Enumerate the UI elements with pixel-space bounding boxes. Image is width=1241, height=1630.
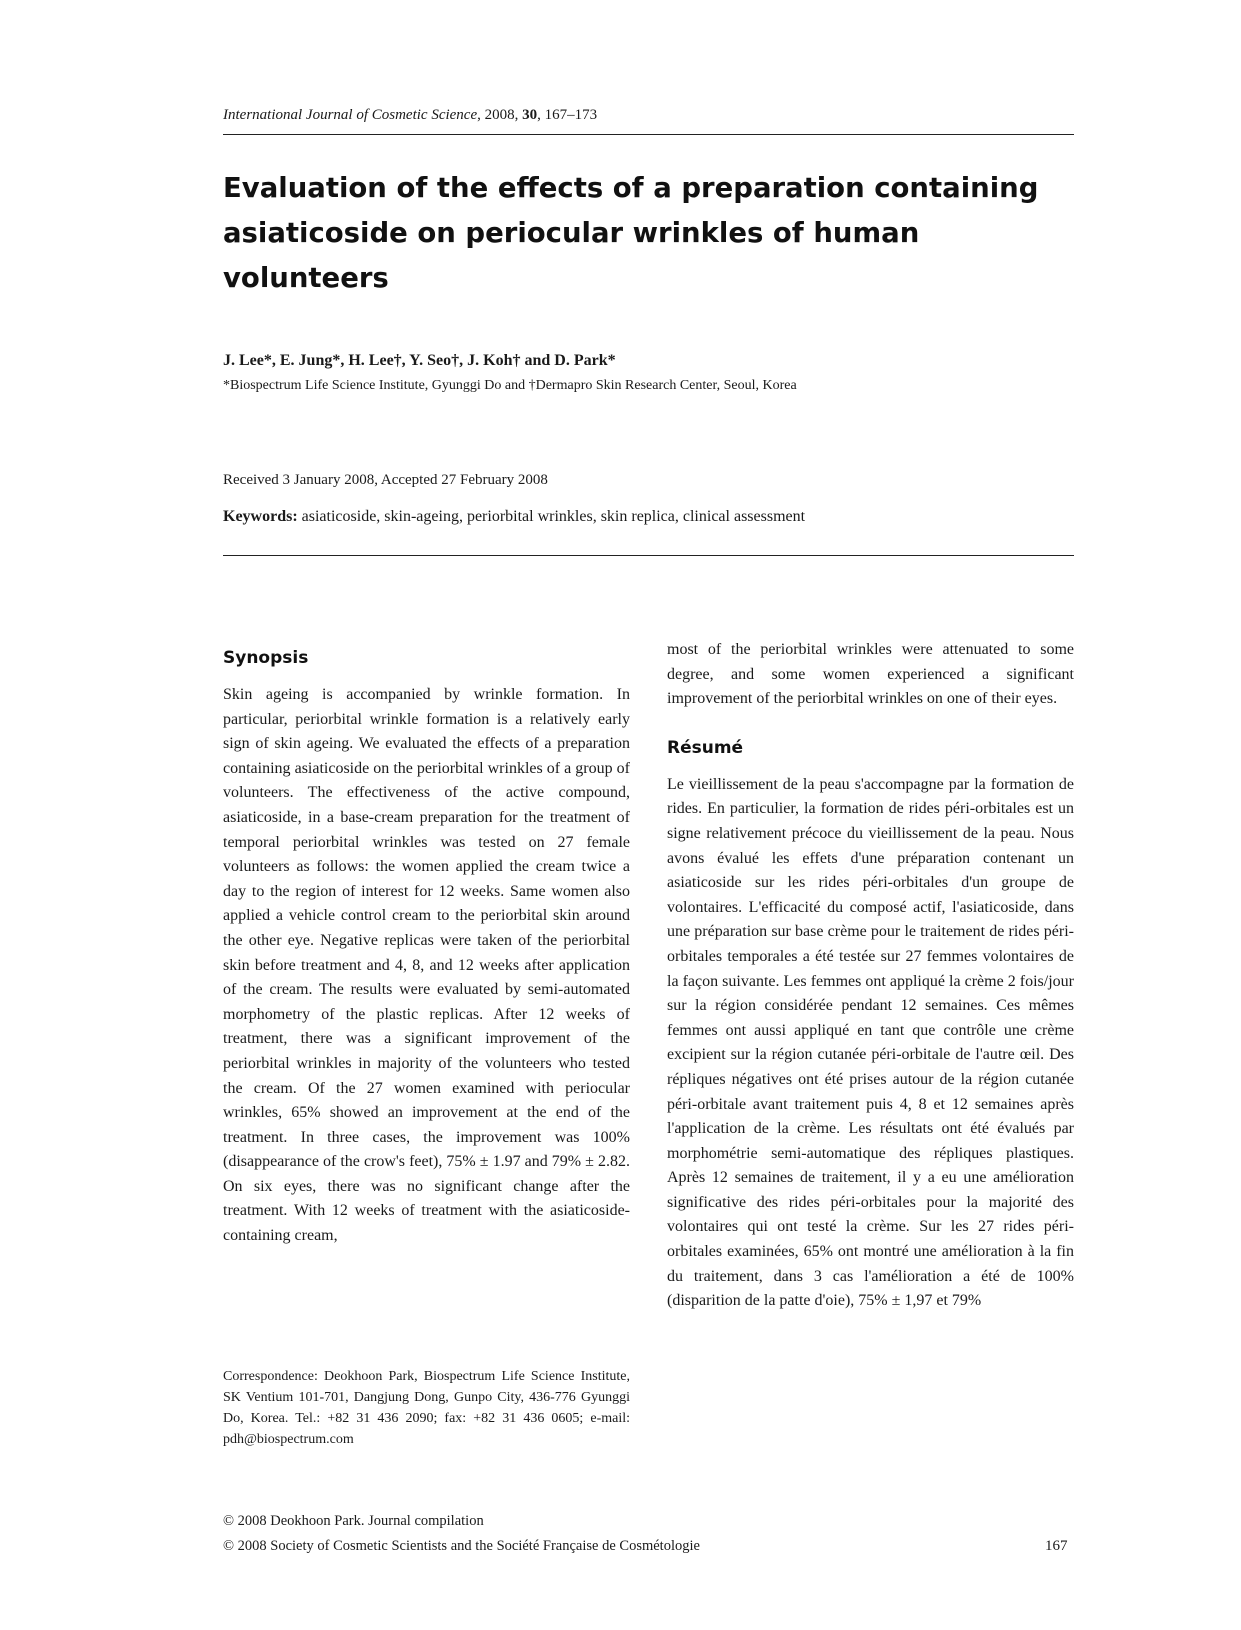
article-title: Evaluation of the effects of a preparation containing asiaticoside on periocular wrinkles of human volunteers	[223, 172, 1039, 294]
page-number: 167	[1045, 1538, 1068, 1554]
author-list: J. Lee*, E. Jung*, H. Lee†, Y. Seo†, J. Koh† and D. Park*	[223, 352, 616, 369]
copyright-line-2: © 2008 Society of Cosmetic Scientists and the Société Française de Cosmétologie	[223, 1538, 700, 1554]
synopsis-continuation: most of the periorbital wrinkles were attenuated to some degree, and some women experienced a significant improvement of the periorbital wrinkles on one of their eyes.	[667, 641, 1074, 708]
resume-text: Le vieillissement de la peau s'accompagne par la formation de rides. En particulier, la formation de rides péri-orbitales est un signe relativement précoce du vieillissement de la peau. Nous avons évalué les effets d'une préparation contenant un asiaticoside sur les rides péri-orbitales d'un groupe de volontaires. L'efficacité du composé actif, l'asiaticoside, dans une préparation sur base crème pour le traitement de rides péri-orbitales temporales a été testée sur 27 femmes volontaires de la façon suivante. Les femmes ont appliqué la crème 2 fois/jour sur la région considérée pendant 12 semaines. Ces mêmes femmes ont aussi appliqué en tant que contrôle une crème excipient sur la région cutanée péri-orbitale de l'autre œil. Des répliques négatives ont été prises autour de la région cutanée péri-orbitale avant traitement puis 4, 8 et 12 semaines après l'application de la crème. Les résultats ont été évalués par morphométrie semi-automatique des répliques plastiques. Après 12 semaines de traitement, il y a eu une amélioration significative des rides péri-orbitales pour la majorité des volontaires qui ont testé la crème. Sur les 27 rides péri-orbitales examinées, 65% ont montré une amélioration à la fin du traitement, dans 3 cas l'amélioration a été de 100% (disparition de la patte d'oie), 75% ± 1,97 et 79%	[667, 775, 1074, 1310]
journal-name: International Journal of Cosmetic Science	[223, 107, 478, 123]
header-divider	[223, 134, 1074, 135]
affiliations: *Biospectrum Life Science Institute, Gyunggi Do and †Dermapro Skin Research Center, Seoul, Korea	[223, 378, 797, 393]
keywords	[223, 508, 805, 526]
resume-heading: Résumé	[667, 737, 744, 758]
journal-pages: , 167–173	[537, 107, 598, 123]
correspondence-note: Correspondence: Deokhoon Park, Biospectrum Life Science Institute, SK Ventium 101-701, Dangjung Dong, Gunpo City, 436-776 Gyunggi Do, Korea. Tel.: +82 31 436 2090; fax: +82 31 436 0605; e-mail: pdh@biospectrum.com	[223, 1369, 630, 1447]
journal-year: , 2008,	[477, 107, 523, 123]
keywords-label: Keywords:	[223, 508, 298, 525]
abstract-divider	[223, 555, 1074, 556]
copyright-line-1: © 2008 Deokhoon Park. Journal compilation	[223, 1513, 484, 1529]
received-dates: Received 3 January 2008, Accepted 27 February 2008	[223, 472, 548, 488]
synopsis-heading: Synopsis	[223, 648, 309, 668]
keywords-list: asiaticoside, skin-ageing, periorbital wrinkles, skin replica, clinical assessment	[297, 508, 806, 525]
journal-volume: 30	[522, 107, 538, 123]
synopsis-text: Skin ageing is accompanied by wrinkle formation. In particular, periorbital wrinkle formation is a relatively early sign of skin ageing. We evaluated the effects of a preparation containing asiaticoside on the periorbital wrinkles of a group of volunteers. The effectiveness of the active compound, asiaticoside, in a base-cream preparation for the treatment of temporal periorbital wrinkles was tested on 27 female volunteers as follows: the women applied the cream twice a day to the region of interest for 12 weeks. Same women also applied a vehicle control cream to the periorbital skin around the other eye. Negative replicas were taken of the periorbital skin before treatment and 4, 8, and 12 weeks after application of the cream. The results were evaluated by semi-automated morphometry of the plastic replicas. After 12 weeks of treatment, there was a significant improvement of the periorbital wrinkles in majority of the volunteers who tested the cream. Of the 27 women examined with periocular wrinkles, 65% showed an improvement at the end of the treatment. In three cases, the improvement was 100% (disappearance of the crow's feet), 75% ± 1.97 and 79% ± 2.82. On six eyes, there was no significant change after the treatment. With 12 weeks of treatment with the asiaticoside-containing cream,	[223, 686, 630, 1245]
right-column	[667, 638, 1074, 1314]
left-column	[223, 646, 630, 1249]
running-header	[223, 107, 597, 124]
